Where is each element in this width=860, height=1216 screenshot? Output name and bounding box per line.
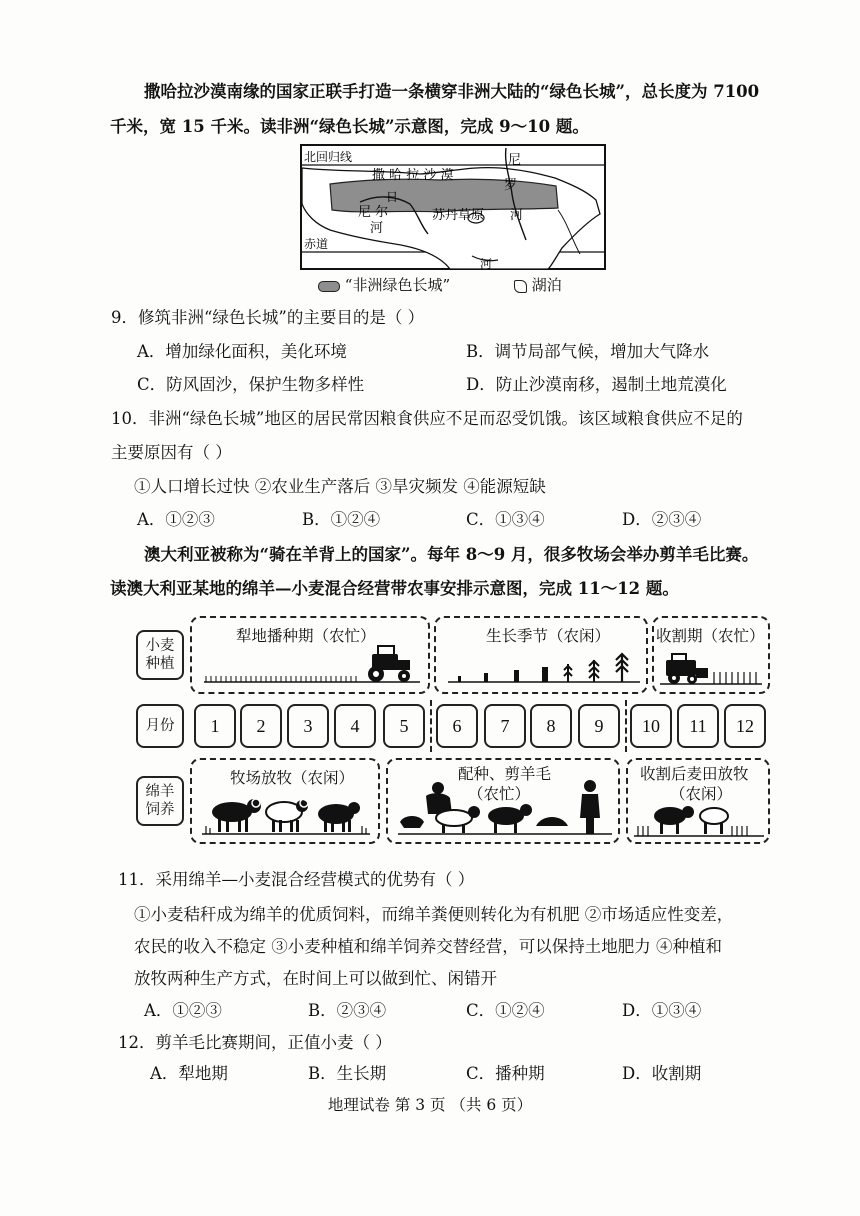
- month-3: 3: [287, 704, 329, 748]
- q10-option-d[interactable]: D．②③④: [622, 510, 702, 529]
- intro-1-line-1: 撒哈拉沙漠南缘的国家正联手打造一条横穿非洲大陆的“绿色长城”，总长度为 7100: [144, 82, 760, 101]
- farmer-standing-icon: [580, 780, 600, 834]
- wheat-phase-2-title: 生长季节（农闲）: [486, 627, 611, 645]
- wheat-growing-illustration: [444, 640, 644, 688]
- q10-option-a[interactable]: A．①②③: [137, 510, 215, 529]
- sheep-icon: [700, 808, 728, 834]
- q11-option-d[interactable]: D．①③④: [622, 1001, 702, 1020]
- sheep-icon: [318, 802, 360, 832]
- wheat-phase-3-title: 收割期（农忙）: [656, 627, 765, 645]
- tractor-ploughing-illustration: [200, 640, 426, 688]
- wheat-phase-1-title: 犁地播种期（农忙）: [236, 627, 376, 645]
- niger-label-3: 日: [386, 190, 399, 204]
- legend-lake-swatch: [514, 280, 527, 293]
- month-7: 7: [484, 704, 526, 748]
- sheep-icon: [654, 806, 694, 834]
- q11-option-a[interactable]: A．①②③: [144, 1001, 222, 1020]
- month-separator-2: [625, 700, 627, 752]
- month-5: 5: [383, 704, 425, 748]
- sudan-label: 苏丹草原: [432, 208, 485, 223]
- month-2: 2: [240, 704, 282, 748]
- page-footer: 地理试卷 第 3 页 （共 6 页）: [327, 1096, 533, 1114]
- q11-item-line-1: ①小麦秸秆成为绵羊的优质饲料，而绵羊粪便则转化为有机肥 ②市场适应性变差，: [134, 905, 734, 924]
- legend-wall-swatch: [318, 281, 340, 292]
- legend-lake-label: 湖泊: [531, 276, 562, 294]
- niger-label-2: 河: [370, 221, 384, 236]
- river-south-label: 河: [480, 257, 493, 270]
- row-label-month: 月份: [136, 704, 184, 748]
- q11-stem: 11．采用绵羊—小麦混合经营模式的优势有（ ）: [118, 870, 475, 889]
- sheep-phase-3-title-b: （农闲）: [670, 785, 733, 803]
- africa-green-wall-map: [300, 144, 606, 270]
- q9-option-a[interactable]: A．增加绿化面积，美化环境: [137, 342, 347, 361]
- q11-option-b[interactable]: B．②③④: [308, 1001, 387, 1020]
- month-separator-1: [430, 700, 432, 752]
- month-11: 11: [677, 704, 719, 748]
- sheep-phase-2-title-b: （农忙）: [468, 785, 531, 803]
- q10-stem-2: 主要原因有（ ）: [111, 443, 232, 462]
- sheep-grazing-illustration: [198, 790, 374, 838]
- harvester-icon: [666, 654, 708, 684]
- sheep-phase-2-title-a: 配种、剪羊毛: [458, 765, 552, 783]
- q10-option-b[interactable]: B．①②④: [302, 510, 381, 529]
- q12-option-b[interactable]: B．生长期: [308, 1064, 387, 1083]
- sheep-icon: [488, 804, 532, 833]
- q11-item-line-3: 放牧两种生产方式，在时间上可以做到忙、闲错开: [134, 969, 497, 988]
- shearing-illustration: [394, 774, 616, 838]
- month-4: 4: [334, 704, 376, 748]
- month-1: 1: [194, 704, 236, 748]
- sheep-phase-1-title: 牧场放牧（农闲）: [230, 769, 355, 787]
- q9-option-c[interactable]: C．防风固沙，保护生物多样性: [137, 375, 365, 394]
- nile-label-1: 尼: [508, 153, 522, 168]
- wool-bundle-icon: [536, 817, 568, 826]
- q10-stem-1: 10．非洲“绿色长城”地区的居民常因粮食供应不足而忍受饥饿。该区域粮食供应不足的: [111, 409, 743, 428]
- q9-stem: 9．修筑非洲“绿色长城”的主要目的是（ ）: [111, 308, 425, 327]
- intro-2-line-1: 澳大利亚被称为“骑在羊背上的国家”。每年 8～9 月，很多牧场会举办剪羊毛比赛。: [144, 545, 759, 564]
- q12-option-a[interactable]: A．犁地期: [150, 1064, 228, 1083]
- month-6: 6: [436, 704, 478, 748]
- sahara-label: 撒 哈 拉 沙 漠: [372, 168, 454, 183]
- intro-2-line-2: 读澳大利亚某地的绵羊—小麦混合经营带农事安排示意图，完成 11～12 题。: [110, 579, 679, 598]
- tractor-icon: [368, 646, 410, 682]
- tropic-label: 北回归线: [304, 150, 353, 164]
- q10-items: ①人口增长过快 ②农业生产落后 ③旱灾频发 ④能源短缺: [134, 477, 546, 496]
- q12-option-c[interactable]: C．播种期: [466, 1064, 545, 1083]
- legend-wall-label: “非洲绿色长城”: [344, 276, 451, 294]
- sheep-icon: [266, 799, 308, 832]
- farmer-icon: [426, 782, 452, 814]
- nile-label-2: 罗: [504, 178, 518, 193]
- wool-pile-icon: [400, 816, 424, 828]
- month-10: 10: [630, 704, 672, 748]
- sheep-phase-3-title-a: 收割后麦田放牧: [640, 765, 749, 783]
- q11-item-line-2: 农民的收入不稳定 ③小麦种植和绵羊饲养交替经营，可以保持土地肥力 ④种植和: [134, 937, 722, 956]
- q9-option-b[interactable]: B．调节局部气候，增加大气降水: [466, 342, 710, 361]
- legend-wall: [318, 274, 450, 296]
- q12-option-d[interactable]: D．收割期: [622, 1064, 702, 1083]
- nile-label-3: 河: [510, 208, 524, 223]
- month-12: 12: [724, 704, 766, 748]
- q9-option-d[interactable]: D．防止沙漠南移，遏制土地荒漠化: [466, 375, 727, 394]
- month-9: 9: [578, 704, 620, 748]
- q11-option-c[interactable]: C．①②④: [466, 1001, 545, 1020]
- q10-option-c[interactable]: C．①③④: [466, 510, 545, 529]
- row-label-wheat: 小麦 种植: [136, 630, 184, 680]
- month-8: 8: [530, 704, 572, 748]
- equator-label: 赤道: [304, 237, 329, 251]
- field-grazing-illustration: [632, 798, 766, 840]
- legend-lake: [514, 274, 562, 296]
- niger-label: 尼 尔: [358, 205, 389, 220]
- row-label-sheep: 绵羊 饲养: [136, 776, 184, 826]
- intro-1-line-2: 千米，宽 15 千米。读非洲“绿色长城”示意图，完成 9～10 题。: [110, 117, 589, 136]
- combine-harvester-illustration: [658, 650, 766, 688]
- sheep-icon: [212, 799, 261, 832]
- q12-stem: 12．剪羊毛比赛期间，正值小麦（ ）: [118, 1033, 392, 1052]
